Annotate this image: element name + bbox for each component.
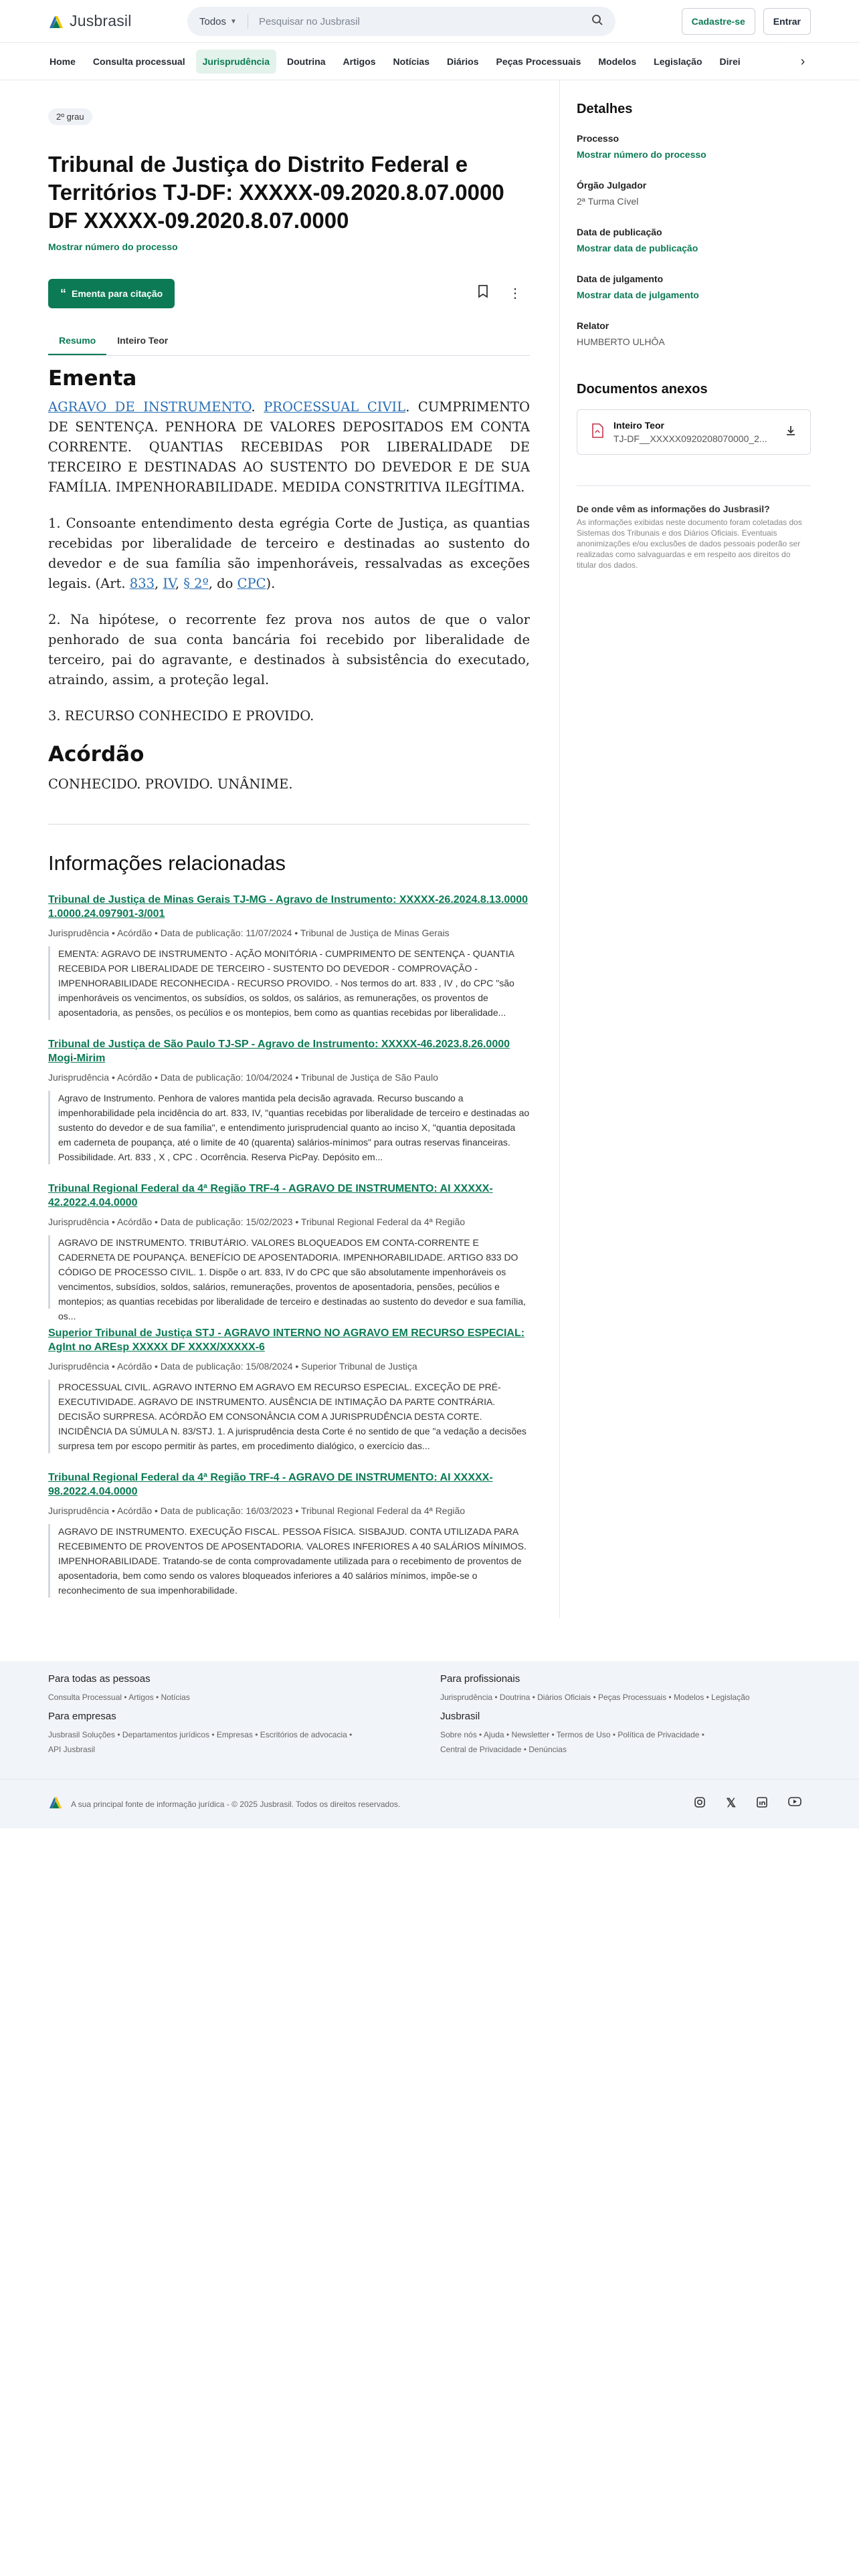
nav-doutrina[interactable]: Doutrina: [286, 56, 326, 67]
detail-label: Processo: [577, 133, 619, 144]
detail-value: 2ª Turma Cível: [577, 196, 639, 207]
detail-value: HUMBERTO ULHÔA: [577, 336, 665, 347]
attachment-card[interactable]: [577, 409, 811, 455]
nav-noticias[interactable]: Notícias: [393, 56, 430, 67]
linkedin-icon[interactable]: [756, 1796, 768, 1812]
ementa-paragraph-3: 3. RECURSO CONHECIDO E PROVIDO.: [48, 708, 314, 724]
related-item-excerpt: AGRAVO DE INSTRUMENTO. EXECUÇÃO FISCAL. PESSOA FÍSICA. SISBAJUD. CONTA UTILIZADA PARA RECEBIMENTO DE PROVENTOS DE APOSENTADORIA. VALORES INFERIORES A 40 SALÁRIOS MÍNIMOS. IMPENHORABILIDADE. Tratando-se de conta comprovadamente utilizada para o recebimento de proventos de aposentadoria, bem como sendo os valores bloqueados inferiores a 40 salários mínimos, impõe-se o reconhecimento de sua impenhorabilidade.: [48, 1524, 530, 1598]
separator-text: , do: [208, 576, 237, 591]
related-item-meta: Jurisprudência • Acórdão • Data de publicação: 15/08/2024 • Superior Tribunal de Justiça: [48, 1361, 417, 1372]
copyright-text: A sua principal fonte de informação jurídica - © 2025 Jusbrasil. Todos os direitos reservados.: [71, 1799, 401, 1809]
separator-text: ,: [155, 576, 163, 591]
footer-jusbrasil-links-2[interactable]: Central de Privacidade • Denúncias: [440, 1745, 567, 1754]
main-nav: [0, 43, 859, 80]
ementa-body: [48, 397, 530, 726]
footer-companies-links-2[interactable]: API Jusbrasil: [48, 1745, 96, 1754]
search-icon[interactable]: [591, 14, 603, 29]
download-icon[interactable]: [785, 425, 797, 440]
separator-text: .: [251, 399, 264, 415]
login-button[interactable]: Entrar: [763, 8, 811, 35]
details-sidebar: [577, 102, 811, 570]
search-bar: [187, 7, 615, 36]
nav-diarios[interactable]: Diários: [447, 56, 479, 67]
content-tabs: [48, 327, 530, 356]
main-content: [48, 108, 530, 1598]
related-heading: Informações relacionadas: [48, 851, 286, 875]
separator-text: ,: [175, 576, 184, 591]
separator-text: ).: [266, 576, 276, 591]
related-item-title[interactable]: Superior Tribunal de Justiça STJ - AGRAVO INTERNO NO AGRAVO EM RECURSO ESPECIAL: AgInt no AREsp XXXXX DF XXXX/XXXXX-6: [48, 1327, 525, 1353]
detail-label: Órgão Julgador: [577, 180, 647, 191]
related-item-excerpt: Agravo de Instrumento. Penhora de valores mantida pela decisão agravada. Recurso buscando a impenhorabilidade pela incidência do art. 833, IV, "quantias recebidas por liberalidade de terceiro e destinadas ao sustento do devedor e de sua família", e entendimento jurisprudencial quanto ao inciso X, "quantia depositada em caderneta de poupança, até o limite de 40 (quarenta) salários-mínimos" para outras reservas financeiras. Possibilidade. Art. 833 , X , CPC . Ocorrência. Reserva PicPay. Depósito em...: [48, 1091, 530, 1164]
attachment-name: Inteiro Teor: [613, 420, 664, 431]
section-divider: [48, 824, 530, 825]
ementa-paragraph-1: [48, 514, 530, 594]
related-item: [48, 1037, 530, 1164]
nav-direito[interactable]: Direi: [719, 56, 741, 67]
related-item-excerpt: AGRAVO DE INSTRUMENTO. TRIBUTÁRIO. VALORES BLOQUEADOS EM CONTA-CORRENTE E CADERNETA DE POUPANÇA. BENEFÍCIO DE APOSENTADORIA. IMPENHORABILIDADE. ARTIGO 833 DO CÓDIGO DE PROCESSO CIVIL. 1. Dispõe o art. 833, IV do CPC que são absolutamente impenhoráveis os vencimentos, subsídios, soldos, salários, remunerações, proventos de aposentadoria, pensões, pecúlios e montepios; as quantias recebidas por liberalidade de terceiro e destinadas ao sustento do devedor e sua família, os...: [48, 1235, 530, 1309]
search-input[interactable]: [248, 16, 591, 27]
ementa-intro-text: . CUMPRIMENTO DE SENTENÇA. PENHORA DE VALORES DEPOSITADOS EM CONTA CORRENTE. QUANTIAS RECEBIDAS POR LIBERALIDADE DE TERCEIRO E DESTINADAS AO SUSTENTO DO DEVEDOR E DE SUA FAMÍLIA. IMPENHORABILIDADE. MEDIDA CONSTRITIVA ILEGÍTIMA.: [48, 399, 531, 495]
related-item-meta: Jurisprudência • Acórdão • Data de publicação: 11/07/2024 • Tribunal de Justiça de Minas Gerais: [48, 928, 450, 938]
details-heading: Detalhes: [577, 102, 633, 116]
footer-pros-heading: Para profissionais: [440, 1673, 520, 1685]
search-filter-dropdown[interactable]: [199, 14, 248, 29]
related-item-excerpt: EMENTA: AGRAVO DE INSTRUMENTO - AÇÃO MONITÓRIA - CUMPRIMENTO DE SENTENÇA - QUANTIA RECEBIDA POR LIBERALIDADE DE TERCEIRO - SUSTENTO DO DEVEDOR - COMPROVAÇÃO - IMPENHORABILIDADE RECONHECIDA - RECURSO PROVIDO. - Nos termos do art. 833 , IV , do CPC "são impenhoráveis os vencimentos, os subsídios, os soldos, os salários, as remunerações, os proventos de aposentadoria, as pensões, os pecúlios e os montepios, bem como as quantias recebidas por liberalidade...: [48, 946, 530, 1020]
footer-jusbrasil-links[interactable]: Sobre nós • Ajuda • Newsletter • Termos de Uso • Política de Privacidade •: [440, 1730, 704, 1739]
nav-home[interactable]: Home: [50, 56, 76, 67]
footer-logo-icon: [48, 1795, 63, 1813]
nav-jurisprudencia[interactable]: Jurisprudência: [196, 49, 276, 74]
law-link-iv[interactable]: IV: [163, 576, 175, 591]
detail-label: Data de publicação: [577, 227, 662, 237]
footer-bottom: [0, 1779, 859, 1828]
youtube-icon[interactable]: [788, 1796, 801, 1812]
footer-companies-links[interactable]: Jusbrasil Soluções • Departamentos jurídicos • Empresas • Escritórios de advocacia •: [48, 1730, 353, 1739]
related-item: [48, 1326, 530, 1453]
paragraph-text: 1. Consoante entendimento desta egrégia Corte de Justiça, as quantias recebidas por liberalidade de terceiro e destinadas ao sustento do devedor e de sua família são impenhoráveis, ressalvadas as exceções legais. (Art.: [48, 516, 530, 591]
nav-modelos[interactable]: Modelos: [598, 56, 637, 67]
nav-legislacao[interactable]: Legislação: [654, 56, 702, 67]
related-item: [48, 893, 530, 1020]
detail-publication-date-link[interactable]: Mostrar data de publicação: [577, 243, 698, 253]
ementa-link-processual-civil[interactable]: PROCESSUAL CIVIL: [264, 399, 406, 415]
signup-button[interactable]: Cadastre-se: [682, 8, 755, 35]
related-item-excerpt: PROCESSUAL CIVIL. AGRAVO INTERNO EM AGRAVO EM RECURSO ESPECIAL. EXCEÇÃO DE PRÉ-EXECUTIVIDADE. AGRAVO DE INSTRUMENTO. AUSÊNCIA DE INTIMAÇÃO DA PARTE CONTRÁRIA. DECISÃO SURPRESA. ACÓRDÃO EM CONSONÂNCIA COM A JURISPRUDÊNCIA DESTA CORTE. INCIDÊNCIA DA SÚMULA N. 83/STJ. 1. A jurisprudência desta Corte é no sentido de que "a vedação a decisões surpresa tem por escopo permitir às partes, em procedimento dialógico, o exercício das...: [48, 1380, 530, 1453]
bookmark-icon[interactable]: [478, 285, 488, 302]
attachment-filename: TJ-DF__XXXXX0920208070000_2...: [613, 433, 767, 444]
ementa-heading: Ementa: [48, 366, 137, 391]
nav-pecas-processuais[interactable]: Peças Processuais: [496, 56, 581, 67]
ementa-link-agravo[interactable]: AGRAVO DE INSTRUMENTO: [48, 399, 252, 415]
nav-consulta-processual[interactable]: Consulta processual: [92, 56, 185, 67]
info-text: As informações exibidas neste documento foram coletadas dos Sistemas dos Tribunais e dos Diários Oficiais. Eventuais anonimizações e/ou exclusões de dados pessoais poderão ser realizadas como salvaguardas e em respeito aos direitos do titular dos dados.: [577, 518, 802, 570]
tab-inteiro-teor[interactable]: Inteiro Teor: [117, 335, 169, 346]
related-item-title[interactable]: Tribunal de Justiça de Minas Gerais TJ-MG - Agravo de Instrumento: XXXXX-26.2024.8.13.0000 1.0000.24.097901-3/001: [48, 894, 528, 920]
top-header: [0, 0, 859, 43]
related-item: [48, 1471, 530, 1598]
related-item-title[interactable]: Tribunal Regional Federal da 4ª Região TRF-4 - AGRAVO DE INSTRUMENTO: AI XXXXX-98.2022.4.04.0000: [48, 1472, 493, 1497]
page-title: Tribunal de Justiça do Distrito Federal e Territórios TJ-DF: XXXXX-09.2020.8.07.0000 DF XXXXX-09.2020.8.07.0000: [48, 152, 504, 233]
related-item-meta: Jurisprudência • Acórdão • Data de publicação: 16/03/2023 • Tribunal Regional Federal da 4ª Região: [48, 1505, 466, 1516]
column-divider: [559, 80, 560, 1618]
related-item: [48, 1182, 530, 1321]
footer-pros-links[interactable]: Jurisprudência • Doutrina • Diários Oficiais • Peças Processuais • Modelos • Legislação: [440, 1693, 750, 1702]
related-item-meta: Jurisprudência • Acórdão • Data de publicação: 15/02/2023 • Tribunal Regional Federal da 4ª Região: [48, 1216, 466, 1227]
related-item-title[interactable]: Tribunal Regional Federal da 4ª Região TRF-4 - AGRAVO DE INSTRUMENTO: AI XXXXX-42.2022.4.04.0000: [48, 1183, 493, 1208]
acordao-text: CONHECIDO. PROVIDO. UNÂNIME.: [48, 776, 293, 792]
cite-ementa-label: Ementa para citação: [72, 288, 163, 299]
footer-people-heading: Para todas as pessoas: [48, 1673, 151, 1685]
search-filter-label: Todos: [199, 15, 227, 27]
ementa-intro: [48, 397, 530, 498]
logo-icon: [48, 13, 64, 29]
show-process-number-link[interactable]: Mostrar número do processo: [48, 241, 178, 252]
detail-process-link[interactable]: Mostrar número do processo: [577, 149, 706, 160]
jusbrasil-logo[interactable]: [48, 12, 132, 30]
quote-icon: “: [60, 286, 66, 300]
acordao-heading: Acórdão: [48, 742, 145, 766]
law-link-paragraph-2[interactable]: § 2º: [183, 576, 209, 591]
detail-label: Data de julgamento: [577, 274, 664, 284]
law-link-833[interactable]: 833: [129, 576, 155, 591]
footer-people-links[interactable]: Consulta Processual • Artigos • Notícias: [48, 1693, 190, 1702]
nav-artigos[interactable]: Artigos: [343, 56, 376, 67]
ementa-paragraph-2: 2. Na hipótese, o recorrente fez prova nos autos de que o valor penhorado de sua conta bancária foi recebido por liberalidade de terceiro, pai do agravante, e destinados à subsistência do executado, atraindo, assim, a proteção legal.: [48, 612, 530, 687]
footer-jusbrasil-heading: Jusbrasil: [440, 1711, 480, 1722]
pdf-file-icon: [591, 423, 604, 441]
chevron-right-icon: ›: [800, 53, 805, 69]
logo-text: Jusbrasil: [70, 12, 132, 29]
more-options-icon[interactable]: ⋮: [508, 286, 522, 301]
cite-ementa-button[interactable]: [48, 279, 175, 308]
detail-label: Relator: [577, 320, 609, 331]
instagram-icon[interactable]: [694, 1796, 706, 1812]
related-item-title[interactable]: Tribunal de Justiça de São Paulo TJ-SP - Agravo de Instrumento: XXXXX-46.2023.8.26.0000 Mogi-Mirim: [48, 1039, 510, 1064]
detail-judgment-date-link[interactable]: Mostrar data de julgamento: [577, 290, 699, 300]
tab-resumo[interactable]: Resumo: [48, 327, 106, 355]
related-item-meta: Jurisprudência • Acórdão • Data de publicação: 10/04/2024 • Tribunal de Justiça de São Paulo: [48, 1072, 438, 1083]
law-link-cpc[interactable]: CPC: [237, 576, 266, 591]
attachments-heading: Documentos anexos: [577, 382, 708, 397]
nav-scroll-right-button[interactable]: [789, 48, 816, 75]
info-question: De onde vêm as informações do Jusbrasil?: [577, 504, 770, 514]
instance-badge: 2º grau: [48, 108, 92, 125]
chevron-down-icon: ▼: [230, 17, 237, 25]
x-twitter-icon[interactable]: 𝕏: [726, 1796, 736, 1810]
footer-companies-heading: Para empresas: [48, 1711, 116, 1722]
